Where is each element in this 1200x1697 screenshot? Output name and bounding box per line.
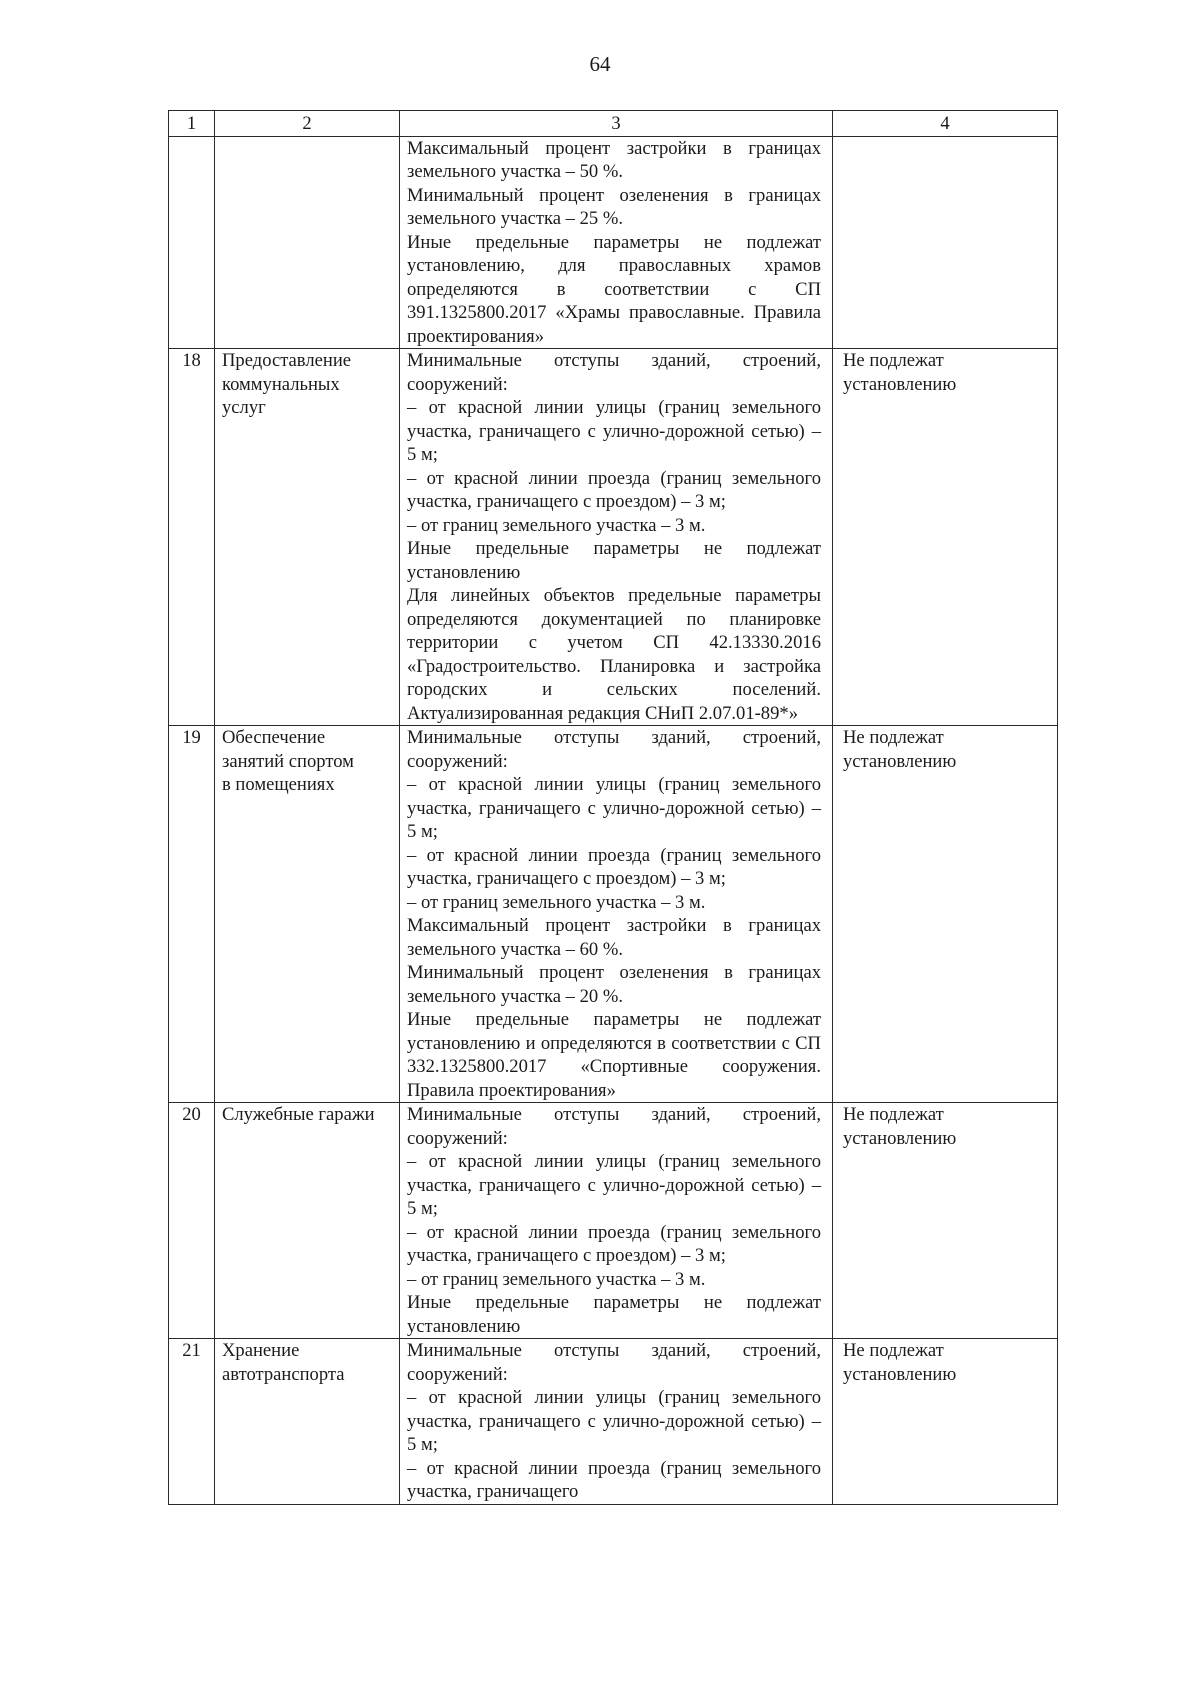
land-use-type-cell: [215, 1339, 400, 1505]
parameter-paragraph: – от красной линии проезда (границ земельного участка, граничащего с проездом) – 3 м;: [407, 467, 821, 512]
parameters-cell: [400, 136, 833, 349]
restrictions-cell: Не подлежат установлению: [833, 1339, 1058, 1505]
land-use-type-line: занятий спортом: [222, 750, 354, 772]
land-use-type-line: Обеспечение: [222, 727, 326, 748]
parameters-table: [168, 110, 1058, 1505]
header-cell: 4: [833, 111, 1058, 137]
restrictions-cell: [833, 136, 1058, 349]
header-cell: 2: [215, 111, 400, 137]
table-row: [169, 726, 1058, 1103]
land-use-type-cell: [215, 726, 400, 1103]
parameter-paragraph: Иные предельные параметры не подлежат установлению: [407, 538, 821, 583]
parameter-paragraph: – от красной линии проезда (границ земельного участка, граничащего: [407, 1457, 821, 1502]
parameter-paragraph: – от красной линии улицы (границ земельного участка, граничащего с улично-дорожной сетью) – 5 м;: [407, 1387, 821, 1455]
parameter-paragraph: – от границ земельного участка – 3 м.: [407, 514, 706, 536]
parameter-paragraph: Максимальный процент застройки в границах земельного участка – 50 %.: [407, 137, 821, 182]
row-number: 19: [169, 726, 215, 1103]
parameter-paragraph: Иные предельные параметры не подлежат установлению и определяются в соответствии с СП 332.1325800.2017 «Спортивные сооружения. Правила проектирования»: [407, 1009, 821, 1101]
row-number: [169, 136, 215, 349]
restrictions-cell: Не подлежат установлению: [833, 1103, 1058, 1339]
table-row: [169, 1339, 1058, 1505]
land-use-type-line: Хранение: [222, 1340, 300, 1361]
row-number: 21: [169, 1339, 215, 1505]
table-header-row: [169, 111, 1058, 137]
parameter-paragraph: – от красной линии улицы (границ земельного участка, граничащего с улично-дорожной сетью) – 5 м;: [407, 1151, 821, 1219]
parameters-cell: [400, 349, 833, 726]
parameters-cell: [400, 726, 833, 1103]
parameter-paragraph: Минимальные отступы зданий, строений, сооружений:: [407, 350, 821, 395]
land-use-type-line: в помещениях: [222, 774, 335, 795]
parameter-paragraph: Максимальный процент застройки в границах земельного участка – 60 %.: [407, 915, 821, 960]
land-use-type-cell: [215, 1103, 400, 1339]
table-row: [169, 1103, 1058, 1339]
parameter-paragraph: Минимальный процент озеленения в границах земельного участка – 20 %.: [407, 962, 821, 1007]
parameter-paragraph: Минимальный процент озеленения в границах земельного участка – 25 %.: [407, 184, 821, 229]
restrictions-cell: Не подлежат установлению: [833, 726, 1058, 1103]
parameter-paragraph: – от красной линии улицы (границ земельного участка, граничащего с улично-дорожной сетью) – 5 м;: [407, 774, 821, 842]
parameter-paragraph: – от границ земельного участка – 3 м.: [407, 1268, 706, 1290]
row-number: 18: [169, 349, 215, 726]
parameter-paragraph: Для линейных объектов предельные параметры определяются документацией по планировке территории с учетом СП 42.13330.2016 «Градостроительство. Планировка и застройка городских и сельских поселений. Актуализированная редакция СНиП 2.07.01-89*»: [407, 585, 821, 724]
parameter-paragraph: Иные предельные параметры не подлежат установлению, для православных храмов определяются в соответствии с СП 391.1325800.2017 «Храмы православные. Правила проектирования»: [407, 231, 821, 347]
land-use-type-cell: [215, 349, 400, 726]
row-number: 20: [169, 1103, 215, 1339]
parameter-paragraph: – от красной линии улицы (границ земельного участка, граничащего с улично-дорожной сетью) – 5 м;: [407, 397, 821, 465]
parameter-paragraph: Минимальные отступы зданий, строений, сооружений:: [407, 1340, 821, 1385]
restrictions-cell: Не подлежат установлению: [833, 349, 1058, 726]
parameter-paragraph: Иные предельные параметры не подлежат установлению: [407, 1292, 821, 1337]
page-number: 64: [589, 52, 611, 76]
header-cell: 1: [169, 111, 215, 137]
parameter-paragraph: Минимальные отступы зданий, строений, сооружений:: [407, 1104, 821, 1149]
parameters-cell: [400, 1103, 833, 1339]
header-cell: 3: [400, 111, 833, 137]
land-use-type-line: Предоставление: [222, 350, 352, 371]
parameter-paragraph: – от границ земельного участка – 3 м.: [407, 891, 706, 913]
land-use-type-line: услуг: [222, 397, 266, 418]
table-row: [169, 136, 1058, 349]
land-use-type-line: Служебные гаражи: [222, 1104, 375, 1125]
parameters-cell: [400, 1339, 833, 1505]
parameter-paragraph: – от красной линии проезда (границ земельного участка, граничащего с проездом) – 3 м;: [407, 1221, 821, 1266]
land-use-type-cell: [215, 136, 400, 349]
table-row: [169, 349, 1058, 726]
land-use-type-line: автотранспорта: [222, 1363, 345, 1385]
land-use-type-line: коммунальных: [222, 373, 340, 395]
parameter-paragraph: Минимальные отступы зданий, строений, сооружений:: [407, 727, 821, 772]
parameter-paragraph: – от красной линии проезда (границ земельного участка, граничащего с проездом) – 3 м;: [407, 844, 821, 889]
